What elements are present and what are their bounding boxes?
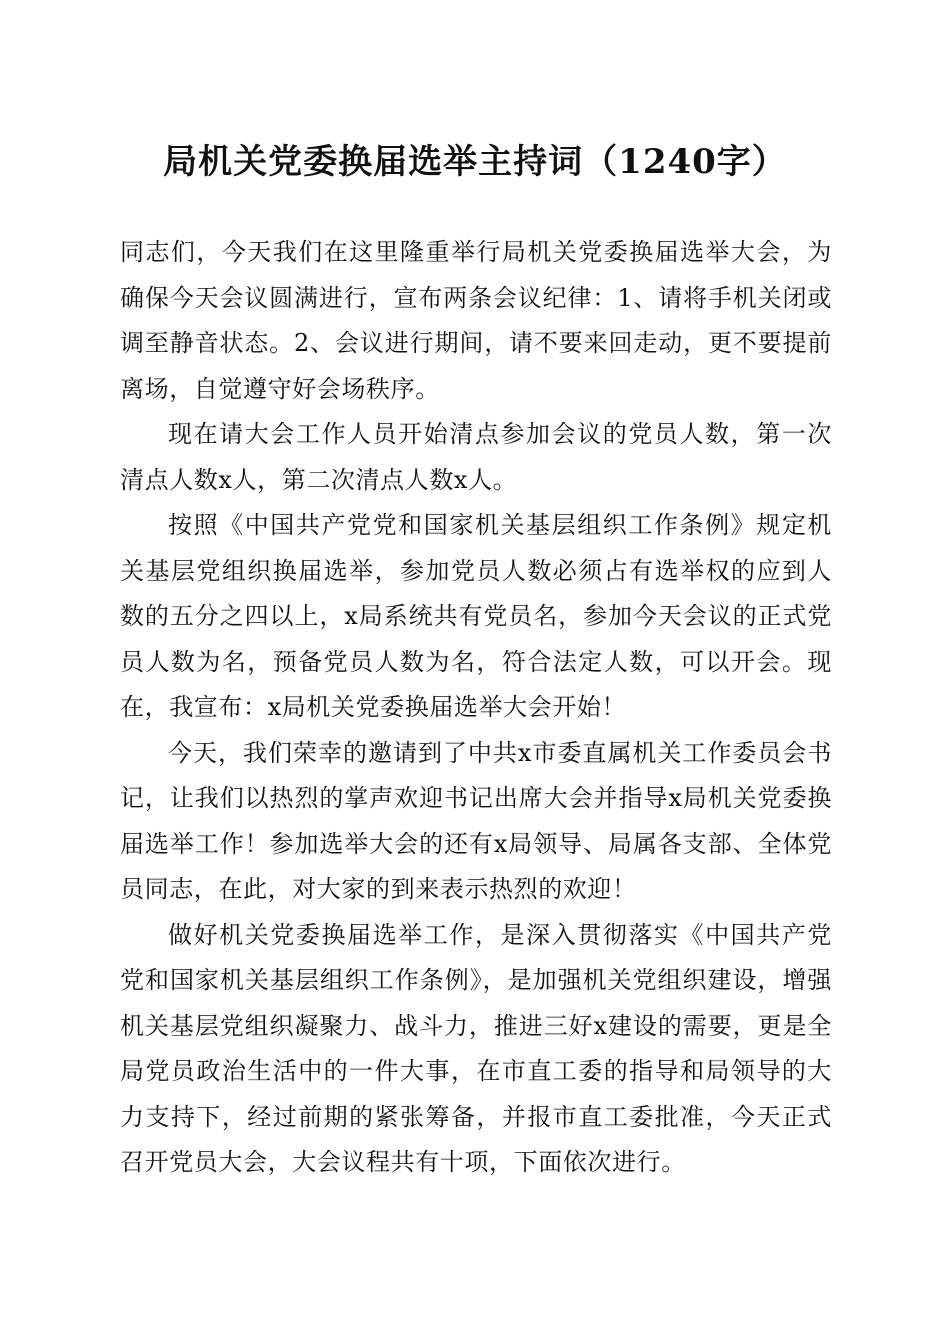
paragraph-significance: 做好机关党委换届选举工作，是深入贯彻落实《中国共产党党和国家机关基层组织工作条例》，是加强机关党组织建设，增强机关基层党组织凝聚力、战斗力，推进三好x建设的需要，更是全局党员政治生活中的一件大事，在市直工委的指导和局领导的大力支持下，经过前期的紧张筹备，并报市直工委批准，今天正式召开党员大会，大会议程共有十项，下面依次进行。 [120,920,832,1176]
paragraph-welcome-guests: 今天，我们荣幸的邀请到了中共x市委直属机关工作委员会书记，让我们以热烈的掌声欢迎书记出席大会并指导x局机关党委换届选举工作！参加选举大会的还有x局领导、局属各支部、全体党员同志，在此，对大家的到来表示热烈的欢迎！ [120,738,832,903]
paragraph-headcount: 现在请大会工作人员开始清点参加会议的党员人数，第一次清点人数x人，第二次清点人数x人。 [120,420,832,494]
paragraph-meeting-rules: 同志们，今天我们在这里隆重举行局机关党委换届选举大会，为确保今天会议圆满进行，宣布两条会议纪律：1、请将手机关闭或调至静音状态。2、会议进行期间，请不要来回走动，更不要提前离场，自觉遵守好会场秩序。 [120,238,832,403]
document-title: 局机关党委换届选举主持词（1240字） [163,142,787,182]
paragraph-quorum: 按照《中国共产党党和国家机关基层组织工作条例》规定机关基层党组织换届选举，参加党员人数必须占有选举权的应到人数的五分之四以上，x局系统共有党员名，参加今天会议的正式党员人数为名，预备党员人数为名，符合法定人数，可以开会。现在，我宣布：x局机关党委换届选举大会开始！ [120,511,832,721]
document-body [120,230,832,1186]
